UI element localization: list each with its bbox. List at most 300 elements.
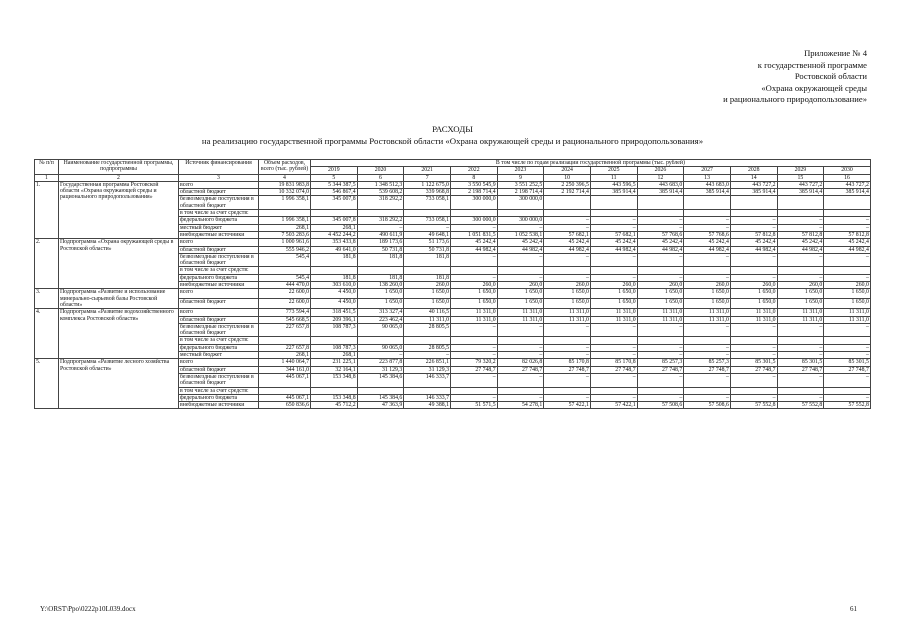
year-value: 443 727,2 — [777, 181, 824, 188]
year-value: – — [590, 373, 637, 387]
year-value: – — [684, 344, 731, 351]
column-number: 6 — [357, 174, 404, 181]
year-value: 1 122 675,0 — [404, 181, 451, 188]
year-value: – — [450, 224, 497, 231]
year-value — [824, 210, 871, 217]
year-header: 2028 — [730, 167, 777, 174]
appendix-block — [723, 48, 867, 106]
year-value: 85 301,5 — [730, 359, 777, 366]
year-value — [357, 267, 404, 274]
year-value: – — [777, 373, 824, 387]
year-header: 2023 — [497, 167, 544, 174]
year-value — [684, 337, 731, 344]
year-value: 181,8 — [357, 253, 404, 267]
year-value: 2 192 714,4 — [544, 189, 591, 196]
funding-source: в том числе за счет средств: — [179, 267, 259, 274]
table-row — [35, 181, 871, 188]
year-value: 3 550 545,9 — [450, 181, 497, 188]
year-value: 54 278,1 — [497, 402, 544, 409]
year-value: – — [824, 344, 871, 351]
year-header: 2024 — [544, 167, 591, 174]
year-value — [824, 387, 871, 394]
year-value: 27 748,7 — [824, 366, 871, 373]
year-value: 260,0 — [684, 282, 731, 289]
table-body — [35, 160, 871, 409]
funding-source: всего — [179, 181, 259, 188]
column-number: 1 — [35, 174, 59, 181]
year-value: 31 129,3 — [357, 366, 404, 373]
year-value: 300 000,0 — [450, 217, 497, 224]
year-value: 1 650,0 — [590, 299, 637, 309]
year-value: 49 388,1 — [404, 402, 451, 409]
year-header: 2022 — [450, 167, 497, 174]
row-number: 4. — [35, 309, 59, 359]
funding-source: федерального бюджета — [179, 344, 259, 351]
year-value: – — [497, 344, 544, 351]
year-value: 108 787,3 — [311, 323, 358, 337]
year-value — [450, 387, 497, 394]
year-value: 300 000,0 — [497, 196, 544, 210]
year-value: 1 650,0 — [730, 299, 777, 309]
year-value: 11 311,0 — [450, 316, 497, 323]
funding-source: всего — [179, 289, 259, 299]
year-header: 2029 — [777, 167, 824, 174]
total-value: 7 503 283,6 — [259, 231, 311, 238]
year-value: 318 292,2 — [357, 217, 404, 224]
year-value: 1 650,0 — [684, 299, 731, 309]
table-row — [35, 289, 871, 299]
year-value: 146 333,7 — [404, 373, 451, 387]
year-value: 209 396,1 — [311, 316, 358, 323]
year-value: 181,8 — [357, 274, 404, 281]
funding-source: внебюджетные источники — [179, 231, 259, 238]
total-value: 545,4 — [259, 274, 311, 281]
year-value: 260,0 — [590, 282, 637, 289]
year-header: 2019 — [311, 167, 358, 174]
year-value: – — [497, 373, 544, 387]
year-header: 2025 — [590, 167, 637, 174]
year-value — [637, 210, 684, 217]
year-value: 318 451,5 — [311, 309, 358, 316]
year-value: 1 650,0 — [684, 289, 731, 299]
year-value: 1 650,0 — [824, 289, 871, 299]
program-name: Государственная программа Ростовской области «Охрана окружающей среды и рационального природопользования» — [59, 181, 179, 238]
year-value — [777, 337, 824, 344]
column-number: 10 — [544, 174, 591, 181]
year-value: 226 851,1 — [404, 359, 451, 366]
total-value — [259, 267, 311, 274]
year-value: 345 007,8 — [311, 217, 358, 224]
year-value: – — [544, 344, 591, 351]
year-value: 313 327,4 — [357, 309, 404, 316]
total-value — [259, 210, 311, 217]
table-row — [35, 309, 871, 316]
year-value: 1 650,0 — [824, 299, 871, 309]
year-value: 44 982,4 — [824, 246, 871, 253]
year-value: 90 065,0 — [357, 344, 404, 351]
year-value: – — [684, 253, 731, 267]
year-value — [311, 337, 358, 344]
year-value — [544, 267, 591, 274]
year-value: 50 731,8 — [357, 246, 404, 253]
year-value: 153 348,8 — [311, 373, 358, 387]
year-value: – — [824, 274, 871, 281]
year-value: – — [684, 394, 731, 401]
year-value: 3 551 252,5 — [497, 181, 544, 188]
column-number: 8 — [450, 174, 497, 181]
year-value: 44 982,4 — [450, 246, 497, 253]
year-value: 85 301,5 — [777, 359, 824, 366]
year-value — [544, 196, 591, 210]
year-header: 2021 — [404, 167, 451, 174]
year-value: 546 867,4 — [311, 189, 358, 196]
year-value: 57 552,8 — [777, 402, 824, 409]
year-value: – — [450, 323, 497, 337]
year-value: 57 768,6 — [684, 231, 731, 238]
year-value: – — [590, 224, 637, 231]
year-value: 260,0 — [824, 282, 871, 289]
year-value: – — [637, 217, 684, 224]
year-value: 40 116,5 — [404, 309, 451, 316]
year-value: 27 748,7 — [684, 366, 731, 373]
funding-source: внебюджетные источники — [179, 282, 259, 289]
year-value: 145 384,6 — [357, 373, 404, 387]
year-value: 44 982,4 — [590, 246, 637, 253]
year-value: – — [404, 224, 451, 231]
year-value — [311, 210, 358, 217]
year-value — [590, 267, 637, 274]
year-value — [637, 196, 684, 210]
year-value: – — [684, 217, 731, 224]
year-value: 45 242,4 — [824, 239, 871, 246]
year-value: 45 242,4 — [544, 239, 591, 246]
year-value — [824, 337, 871, 344]
year-value: 51 571,5 — [450, 402, 497, 409]
total-value: 1 996 358,1 — [259, 217, 311, 224]
total-value: 445 067,1 — [259, 373, 311, 387]
year-value: – — [684, 224, 731, 231]
year-value: 44 982,4 — [497, 246, 544, 253]
year-value: – — [544, 274, 591, 281]
year-value: 443 727,2 — [730, 181, 777, 188]
year-value: 11 311,0 — [450, 309, 497, 316]
header-num: № п/п — [35, 160, 59, 175]
year-value — [637, 267, 684, 274]
year-value: 1 650,0 — [590, 289, 637, 299]
year-value: 57 812,8 — [777, 231, 824, 238]
year-value: 44 982,4 — [637, 246, 684, 253]
total-value — [259, 387, 311, 394]
year-value: – — [450, 253, 497, 267]
year-value: 11 311,0 — [590, 316, 637, 323]
year-value: 11 311,0 — [544, 309, 591, 316]
year-value: – — [637, 274, 684, 281]
year-value: – — [777, 274, 824, 281]
column-number: 2 — [59, 174, 179, 181]
year-value: 1 348 512,3 — [357, 181, 404, 188]
year-value: 11 311,0 — [777, 316, 824, 323]
year-value: – — [637, 253, 684, 267]
year-value: – — [730, 224, 777, 231]
year-value — [497, 387, 544, 394]
year-value: 4 450,0 — [311, 289, 358, 299]
year-value: 260,0 — [777, 282, 824, 289]
total-value: 344 161,0 — [259, 366, 311, 373]
funding-source: внебюджетные источники — [179, 402, 259, 409]
year-value: 2 198 714,4 — [450, 189, 497, 196]
year-value: 82 026,8 — [497, 359, 544, 366]
funding-source: областной бюджет — [179, 366, 259, 373]
year-value: 57 812,8 — [730, 231, 777, 238]
appendix-line: к государственной программе — [757, 59, 867, 70]
year-value: 223 462,4 — [357, 316, 404, 323]
year-value: 85 170,8 — [544, 359, 591, 366]
year-value: – — [497, 394, 544, 401]
funding-source: областной бюджет — [179, 246, 259, 253]
document-title — [0, 124, 905, 147]
year-value: 11 311,0 — [544, 316, 591, 323]
funding-source: в том числе за счет средств: — [179, 387, 259, 394]
year-value: 57 682,1 — [590, 231, 637, 238]
year-value: 1 051 831,5 — [450, 231, 497, 238]
year-value — [777, 387, 824, 394]
year-value: 181,8 — [311, 274, 358, 281]
funding-source: областной бюджет — [179, 189, 259, 196]
year-value: – — [637, 323, 684, 337]
total-value: 22 600,0 — [259, 289, 311, 299]
year-value: 11 311,0 — [684, 309, 731, 316]
year-value: 181,8 — [311, 253, 358, 267]
year-value: 28 805,5 — [404, 323, 451, 337]
year-value: 1 650,0 — [357, 299, 404, 309]
year-value: 145 384,6 — [357, 394, 404, 401]
year-value: 11 311,0 — [777, 309, 824, 316]
funding-source: безвозмездные поступления в областной бюджет — [179, 253, 259, 267]
year-value — [590, 210, 637, 217]
total-value: 10 332 074,0 — [259, 189, 311, 196]
year-value: – — [824, 352, 871, 359]
year-value: 1 650,0 — [404, 299, 451, 309]
colnums-row — [35, 174, 871, 181]
funding-source: местный бюджет — [179, 352, 259, 359]
year-value: – — [684, 323, 731, 337]
year-value: 45 712,2 — [311, 402, 358, 409]
year-value: 11 311,0 — [730, 309, 777, 316]
year-value: 303 610,0 — [311, 282, 358, 289]
funding-source: безвозмездные поступления в областной бюджет — [179, 196, 259, 210]
year-value: – — [590, 344, 637, 351]
year-value: 11 311,0 — [824, 309, 871, 316]
column-number: 12 — [637, 174, 684, 181]
year-value: 260,0 — [730, 282, 777, 289]
year-value: 1 650,0 — [357, 289, 404, 299]
column-number: 14 — [730, 174, 777, 181]
title-subheading: на реализацию государственной программы Ростовской области «Охрана окружающей среды и рационального природопользования» — [201, 135, 704, 146]
footer-page-number: 61 — [850, 605, 857, 613]
year-value: 385 914,4 — [730, 189, 777, 196]
column-number: 15 — [777, 174, 824, 181]
year-value: 385 914,4 — [824, 189, 871, 196]
row-number: 1. — [35, 181, 59, 238]
year-value: 223 877,8 — [357, 359, 404, 366]
year-value — [497, 210, 544, 217]
year-value: 90 065,0 — [357, 323, 404, 337]
column-number: 7 — [404, 174, 451, 181]
total-value: 19 831 983,8 — [259, 181, 311, 188]
year-value: – — [777, 224, 824, 231]
year-value: 44 982,4 — [684, 246, 731, 253]
year-value: 27 748,7 — [637, 366, 684, 373]
year-value: 27 748,7 — [450, 366, 497, 373]
header-total: Объем расходов, всего (тыс. рублей) — [259, 160, 311, 175]
year-value: 4 450,0 — [311, 299, 358, 309]
year-value — [730, 387, 777, 394]
year-value: – — [450, 344, 497, 351]
year-value: 27 748,7 — [777, 366, 824, 373]
total-value: 555 946,2 — [259, 246, 311, 253]
year-value: 47 363,9 — [357, 402, 404, 409]
year-value — [404, 387, 451, 394]
year-value: 189 173,6 — [357, 239, 404, 246]
year-value: 57 508,6 — [637, 402, 684, 409]
year-value: 733 058,1 — [404, 196, 451, 210]
year-value — [684, 210, 731, 217]
year-value — [544, 337, 591, 344]
year-value: – — [544, 217, 591, 224]
year-value — [777, 267, 824, 274]
year-value: – — [450, 373, 497, 387]
expenses-table — [34, 159, 871, 409]
year-value: 4 452 244,2 — [311, 231, 358, 238]
year-value: 138 260,0 — [357, 282, 404, 289]
year-value: 1 650,0 — [404, 289, 451, 299]
year-value — [450, 267, 497, 274]
year-value: 27 748,7 — [497, 366, 544, 373]
year-value: 11 311,0 — [497, 309, 544, 316]
year-value — [684, 387, 731, 394]
year-value: – — [777, 217, 824, 224]
header-name: Наименование государственной программы, подпрограммы — [59, 160, 179, 175]
year-value: – — [497, 352, 544, 359]
year-value: 146 333,7 — [404, 394, 451, 401]
year-value — [824, 196, 871, 210]
year-value — [311, 267, 358, 274]
year-value: 79 320,2 — [450, 359, 497, 366]
year-header: 2030 — [824, 167, 871, 174]
year-value: – — [590, 253, 637, 267]
funding-source: безвозмездные поступления в областной бюджет — [179, 373, 259, 387]
year-value — [777, 196, 824, 210]
year-value: 45 242,4 — [590, 239, 637, 246]
year-value: – — [730, 217, 777, 224]
year-value: 153 348,8 — [311, 394, 358, 401]
year-value: 260,0 — [450, 282, 497, 289]
year-value: 268,1 — [311, 352, 358, 359]
year-value — [311, 387, 358, 394]
year-value: 490 611,9 — [357, 231, 404, 238]
title-heading: РАСХОДЫ — [432, 124, 473, 134]
year-value: – — [544, 394, 591, 401]
total-value: 268,1 — [259, 224, 311, 231]
year-value: – — [590, 323, 637, 337]
year-value: 260,0 — [404, 282, 451, 289]
year-value: 1 052 538,1 — [497, 231, 544, 238]
year-value: – — [637, 352, 684, 359]
year-value: 85 257,3 — [684, 359, 731, 366]
year-value: 44 982,4 — [730, 246, 777, 253]
year-value: – — [777, 253, 824, 267]
year-value: – — [777, 352, 824, 359]
year-value — [590, 337, 637, 344]
year-value: – — [684, 274, 731, 281]
appendix-line: «Охрана окружающей среды — [761, 82, 867, 93]
column-number: 16 — [824, 174, 871, 181]
total-value: 268,1 — [259, 352, 311, 359]
total-value: 1 440 064,7 — [259, 359, 311, 366]
year-value: 11 311,0 — [824, 316, 871, 323]
column-number: 4 — [259, 174, 311, 181]
year-value: 45 242,4 — [684, 239, 731, 246]
funding-source: федерального бюджета — [179, 274, 259, 281]
funding-source: безвозмездные поступления в областной бюджет — [179, 323, 259, 337]
year-value: – — [450, 352, 497, 359]
year-value: 57 552,8 — [824, 402, 871, 409]
year-value: 85 170,8 — [590, 359, 637, 366]
year-value: 1 650,0 — [544, 289, 591, 299]
year-value: 231 225,1 — [311, 359, 358, 366]
year-value: 260,0 — [544, 282, 591, 289]
year-value: – — [730, 344, 777, 351]
year-value: – — [824, 217, 871, 224]
year-value: – — [590, 394, 637, 401]
year-value: – — [684, 352, 731, 359]
year-value: 45 242,4 — [497, 239, 544, 246]
year-value: – — [730, 394, 777, 401]
year-value: 11 311,0 — [684, 316, 731, 323]
year-value — [824, 267, 871, 274]
year-value — [497, 267, 544, 274]
year-value: 50 731,8 — [404, 246, 451, 253]
year-value: 300 000,0 — [497, 217, 544, 224]
year-header: 2020 — [357, 167, 404, 174]
year-value: 339 968,8 — [404, 189, 451, 196]
year-value: 260,0 — [497, 282, 544, 289]
year-value: 2 198 714,4 — [497, 189, 544, 196]
year-value — [590, 196, 637, 210]
year-value: 44 982,4 — [544, 246, 591, 253]
year-value — [637, 387, 684, 394]
funding-source: всего — [179, 309, 259, 316]
year-value — [730, 196, 777, 210]
year-value: 1 650,0 — [544, 299, 591, 309]
year-value: – — [684, 373, 731, 387]
year-value: – — [824, 394, 871, 401]
year-value — [684, 196, 731, 210]
funding-source: в том числе за счет средств: — [179, 210, 259, 217]
column-number: 13 — [684, 174, 731, 181]
column-number: 3 — [179, 174, 259, 181]
header-row — [35, 160, 871, 167]
year-value: 2 250 396,5 — [544, 181, 591, 188]
total-value: 1 996 358,1 — [259, 196, 311, 210]
total-value: 650 836,6 — [259, 402, 311, 409]
year-value: 51 173,6 — [404, 239, 451, 246]
row-number: 3. — [35, 289, 59, 309]
total-value: 545,4 — [259, 253, 311, 267]
program-name: Подпрограмма «Охрана окружающей среды в Ростовской области» — [59, 239, 179, 289]
year-value: 57 422,1 — [544, 402, 591, 409]
year-value: – — [730, 274, 777, 281]
